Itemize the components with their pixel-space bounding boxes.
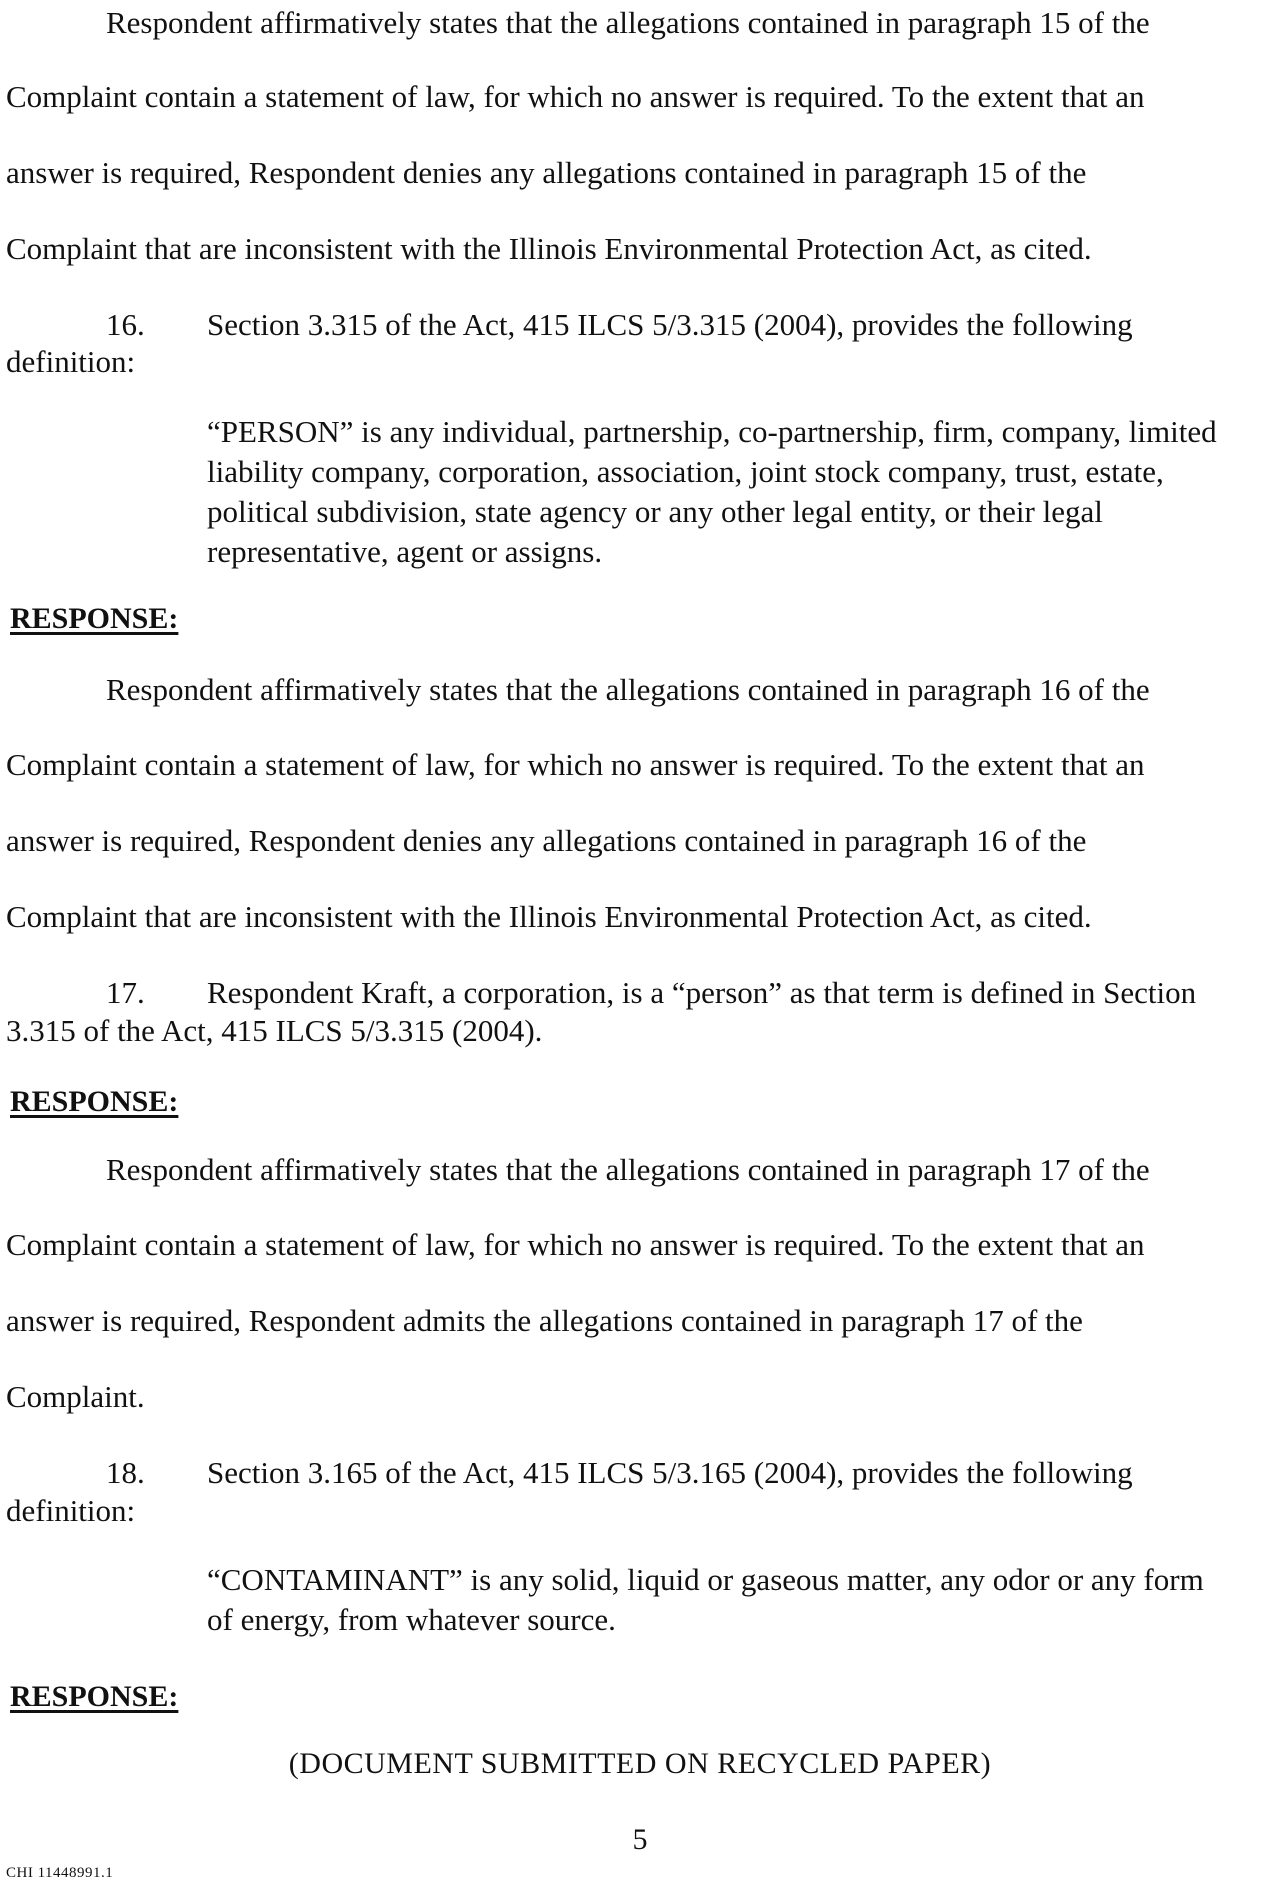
p18-continuation: definition: (6, 1493, 136, 1528)
p15-response-line-1: Respondent affirmatively states that the allegations contained in paragraph 15 of the (106, 5, 1150, 40)
p16-definition-quote (207, 412, 1277, 572)
p16-number: 16. (106, 307, 145, 342)
p17-response-line-1: Respondent affirmatively states that the allegations contained in paragraph 17 of the (106, 1152, 1150, 1187)
quote-line: “CONTAMINANT” is any solid, liquid or gaseous matter, any odor or any form (207, 1562, 1204, 1597)
p15-response-line-2: Complaint contain a statement of law, for which no answer is required. To the extent that an (6, 79, 1145, 114)
p16-continuation: definition: (6, 344, 136, 379)
page-number: 5 (632, 1823, 648, 1856)
document-id: CHI 11448991.1 (6, 1865, 114, 1881)
p16-response-line-4: Complaint that are inconsistent with the Illinois Environmental Protection Act, as cited. (6, 899, 1092, 934)
p15-response-line-3: answer is required, Respondent denies any allegations contained in paragraph 15 of the (6, 155, 1087, 190)
p15-response-line-4: Complaint that are inconsistent with the Illinois Environmental Protection Act, as cited. (6, 231, 1092, 266)
p17-number: 17. (106, 975, 145, 1010)
p16-response-line-3: answer is required, Respondent denies any allegations contained in paragraph 16 of the (6, 823, 1087, 858)
recycled-paper-note: (DOCUMENT SUBMITTED ON RECYCLED PAPER) (288, 1747, 992, 1780)
p18-number: 18. (106, 1455, 145, 1490)
p18-text: Section 3.165 of the Act, 415 ILCS 5/3.165 (2004), provides the following (207, 1455, 1133, 1490)
p17-continuation: 3.315 of the Act, 415 ILCS 5/3.315 (2004). (6, 1013, 543, 1048)
quote-line: political subdivision, state agency or any other legal entity, or their legal (207, 494, 1103, 529)
p16-response-line-1: Respondent affirmatively states that the allegations contained in paragraph 16 of the (106, 672, 1150, 707)
quote-line: of energy, from whatever source. (207, 1602, 616, 1637)
p17-response-line-4: Complaint. (6, 1379, 145, 1414)
response-heading: RESPONSE: (10, 1680, 179, 1713)
p16-response-line-2: Complaint contain a statement of law, for which no answer is required. To the extent that an (6, 747, 1145, 782)
response-heading: RESPONSE: (10, 602, 179, 635)
p18-definition-quote (207, 1560, 1277, 1640)
quote-line: representative, agent or assigns. (207, 534, 603, 569)
response-heading: RESPONSE: (10, 1085, 179, 1118)
p17-response-line-2: Complaint contain a statement of law, for which no answer is required. To the extent that an (6, 1227, 1145, 1262)
p17-response-line-3: answer is required, Respondent admits the allegations contained in paragraph 17 of the (6, 1303, 1083, 1338)
quote-line: “PERSON” is any individual, partnership, co-partnership, firm, company, limited (207, 414, 1217, 449)
quote-line: liability company, corporation, association, joint stock company, trust, estate, (207, 454, 1164, 489)
p17-text: Respondent Kraft, a corporation, is a “person” as that term is defined in Section (207, 975, 1197, 1010)
p16-text: Section 3.315 of the Act, 415 ILCS 5/3.315 (2004), provides the following (207, 307, 1133, 342)
